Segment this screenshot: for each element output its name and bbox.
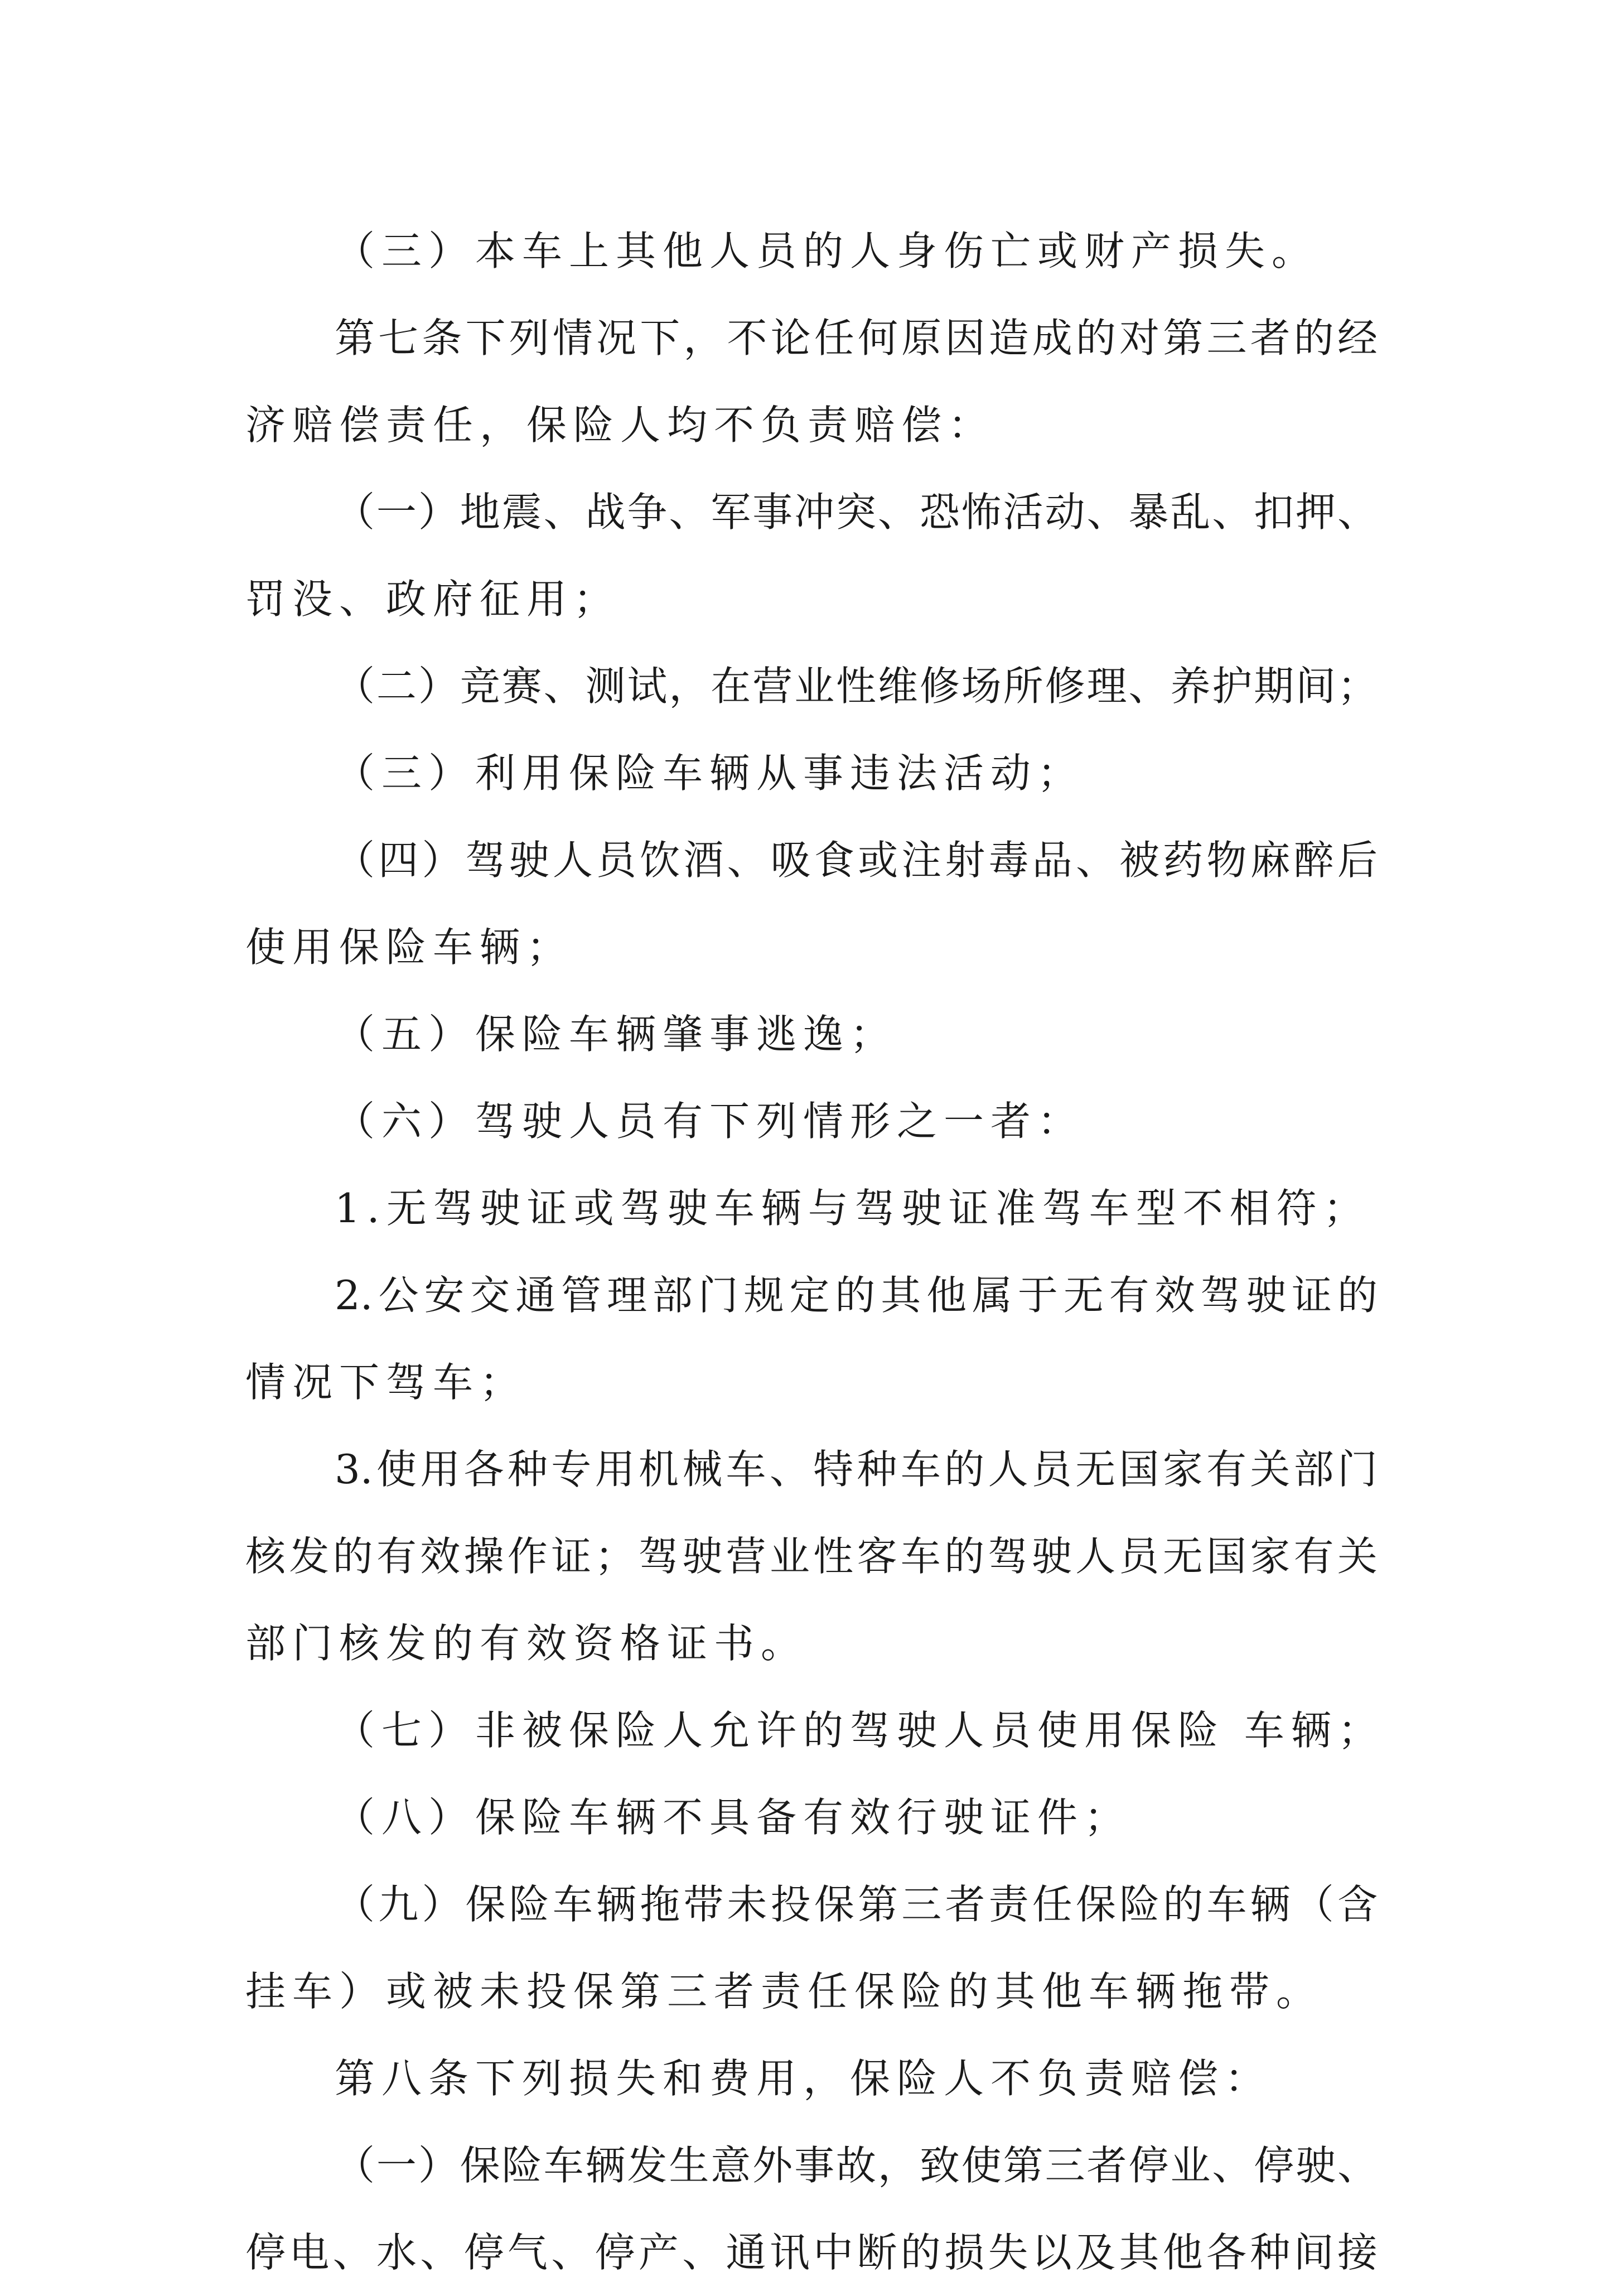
paragraph-line: （五）保险车辆肇事逃逸；: [335, 1011, 897, 1058]
paragraph-line: 第七条下列情况下，不论任何原因造成的对第三者的经: [335, 315, 1378, 361]
paragraph-line: 情况下驾车；: [245, 1359, 527, 1406]
paragraph-line: 第八条下列损失和费用，保险人不负责赔偿：: [335, 2055, 1272, 2102]
paragraph-line: 挂车）或被未投保第三者责任保险的其他车辆拖带。: [245, 1968, 1323, 2015]
paragraph-line: 罚没、政府征用；: [245, 576, 621, 623]
document-body: [245, 208, 1385, 2296]
paragraph-line: 停电、水、停气、停产、通讯中断的损失以及其他各种间接: [245, 2229, 1378, 2276]
paragraph-line: （三）利用保险车辆从事违法活动；: [335, 750, 1085, 797]
paragraph-line: （七）非被保险人允许的驾驶人员使用保险 车辆；: [335, 1707, 1385, 1754]
paragraph-line: 部门核发的有效资格证书。: [245, 1620, 808, 1667]
paragraph-line: （二）竞赛、测试，在营业性维修场所修理、养护期间；: [335, 663, 1378, 710]
paragraph-line: （四）驾驶人员饮酒、吸食或注射毒品、被药物麻醉后: [335, 837, 1378, 884]
paragraph-line: （六）驾驶人员有下列情形之一者：: [335, 1098, 1085, 1145]
paragraph-line: （九）保险车辆拖带未投保第三者责任保险的车辆（含: [335, 1881, 1378, 1928]
paragraph-line: 核发的有效操作证；驾驶营业性客车的驾驶人员无国家有关: [245, 1533, 1378, 1580]
paragraph-line: （一）地震、战争、军事冲突、恐怖活动、暴乱、扣押、: [335, 489, 1378, 536]
paragraph-line: （八）保险车辆不具备有效行驶证件；: [335, 1794, 1132, 1841]
paragraph-line: 2.公安交通管理部门规定的其他属于无有效驾驶证的: [335, 1272, 1378, 1319]
paragraph-line: 1.无驾驶证或驾驶车辆与驾驶证准驾车型不相符；: [335, 1185, 1370, 1232]
paragraph-line: 使用保险车辆；: [245, 924, 574, 971]
paragraph-line: （三）本车上其他人员的人身伤亡或财产损失。: [335, 228, 1319, 274]
paragraph-line: （一）保险车辆发生意外事故，致使第三者停业、停驶、: [335, 2142, 1378, 2189]
paragraph-line: 3.使用各种专用机械车、特种车的人员无国家有关部门: [335, 1446, 1378, 1493]
paragraph-line: 济赔偿责任，保险人均不负责赔偿：: [245, 402, 996, 448]
